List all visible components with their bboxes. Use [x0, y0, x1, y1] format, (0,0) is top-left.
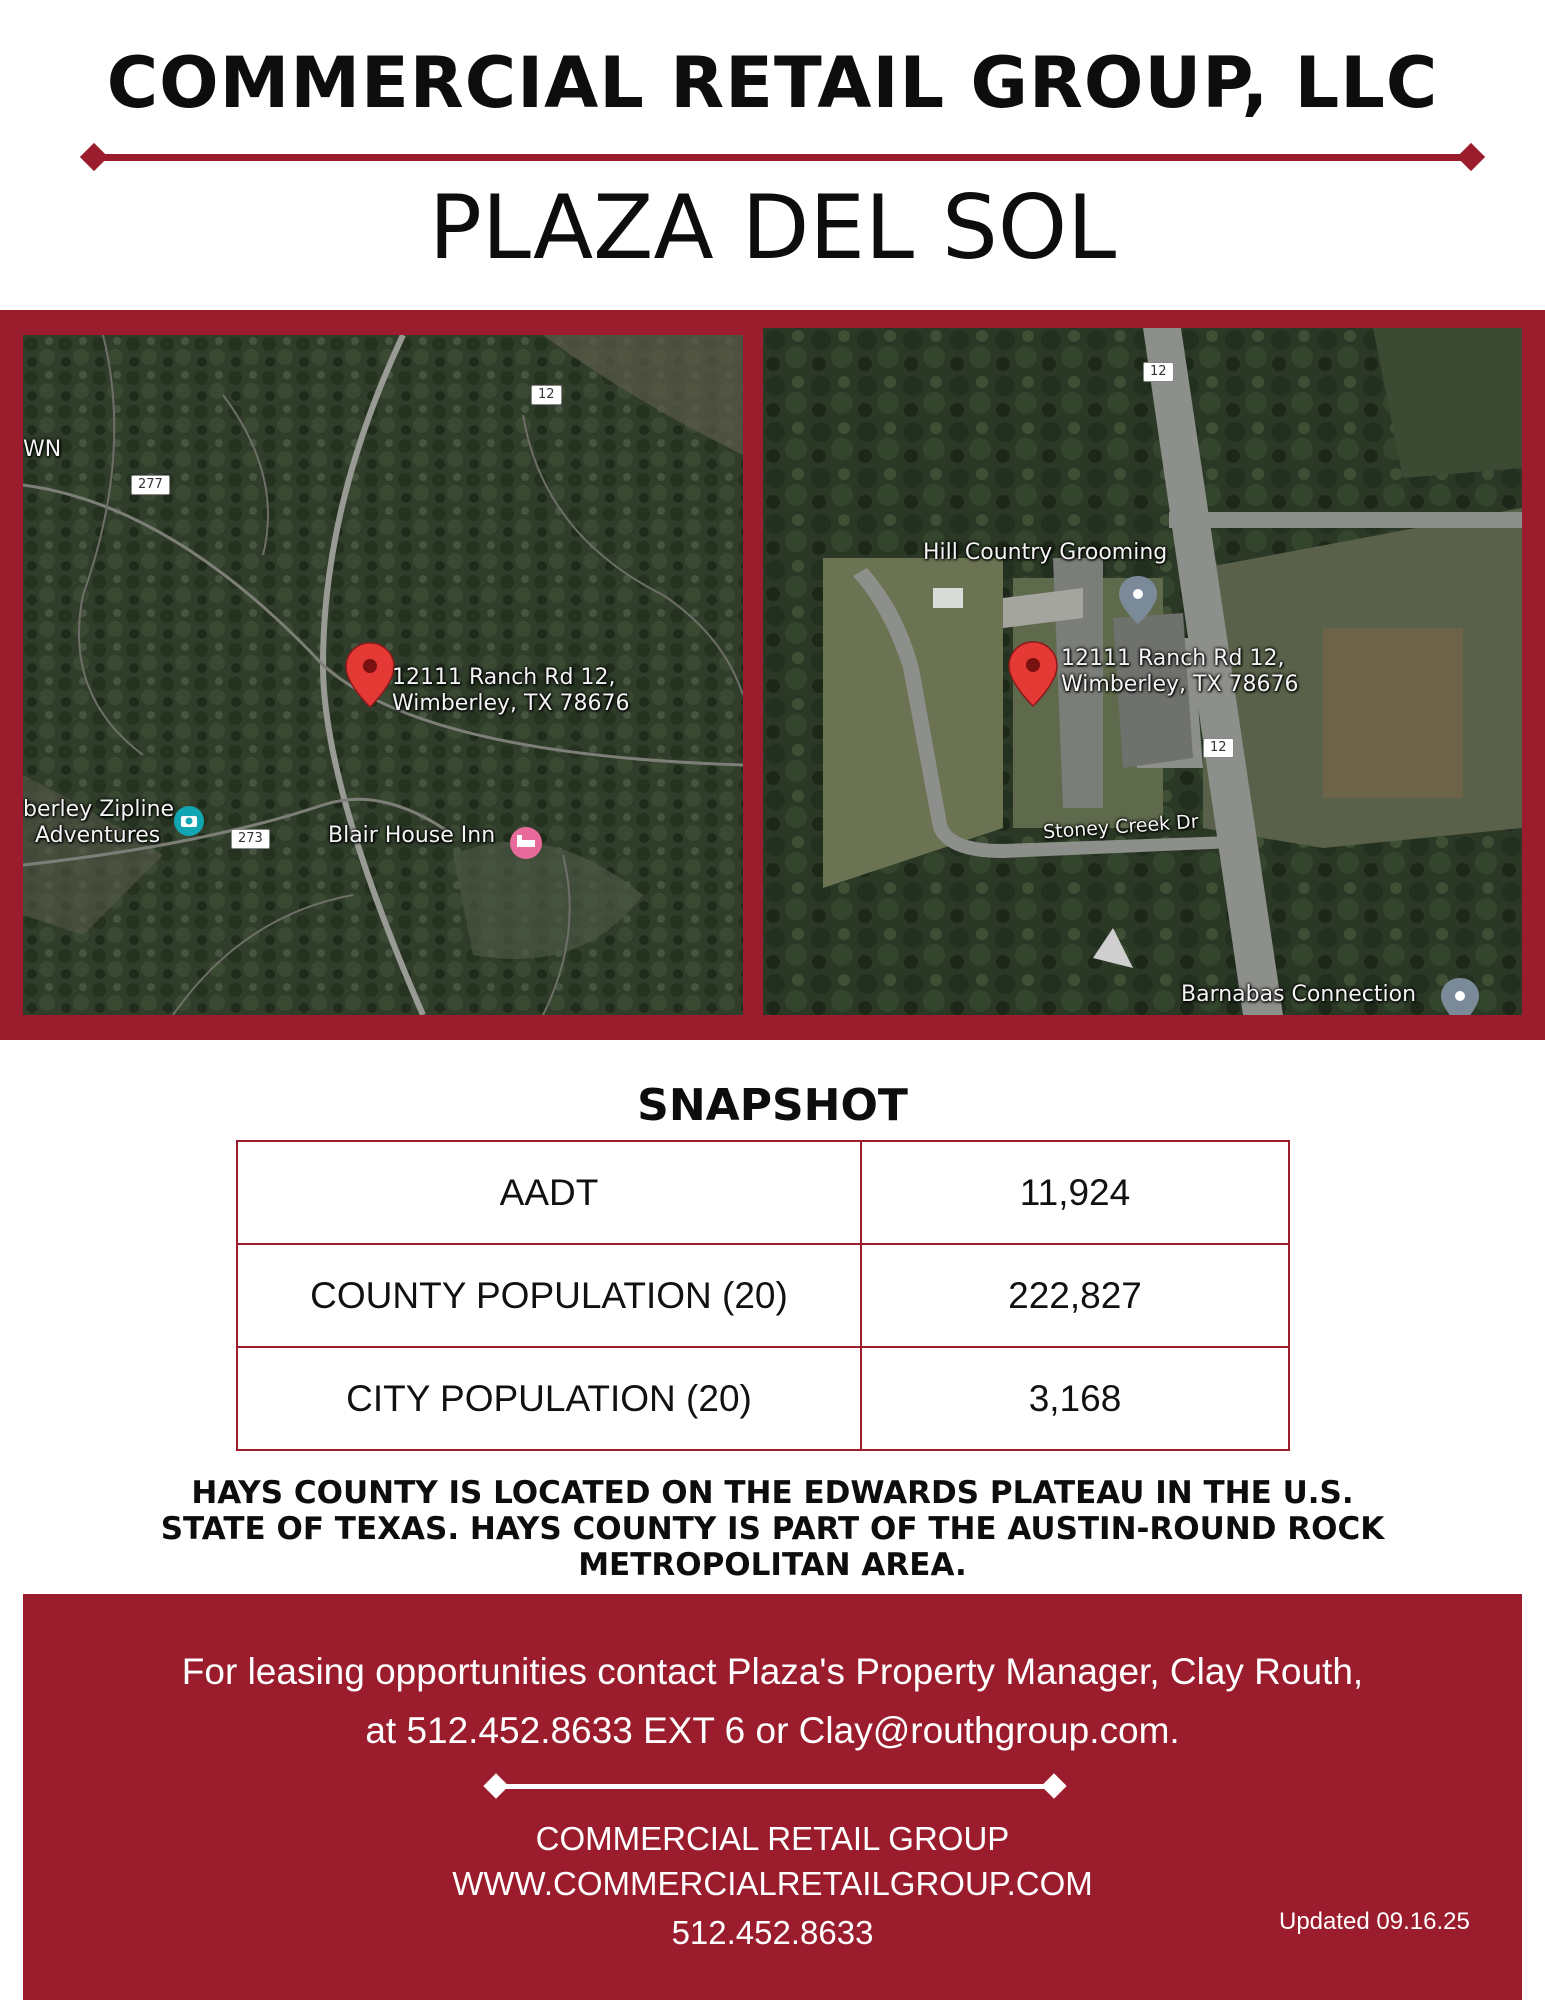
- contact-footer: [23, 1594, 1522, 2000]
- row-label: CITY POPULATION (20): [237, 1347, 861, 1450]
- property-title: PLAZA DEL SOL: [428, 176, 1117, 279]
- leasing-contact: [23, 1642, 1522, 1760]
- town-label: WN: [23, 437, 62, 462]
- leasing-contact-line1: For leasing opportunities contact Plaza's Property Manager, Clay Routh,: [181, 1651, 1364, 1692]
- county-description-line1: HAYS COUNTY IS LOCATED ON THE EDWARDS PLATEAU IN THE U.S.: [191, 1475, 1354, 1511]
- header-rule: [94, 154, 1467, 161]
- zipline-label-line1: berley Zipline: [23, 797, 175, 822]
- leasing-contact-line2: at 512.452.8633 EXT 6 or Clay@routhgroup.com.: [365, 1710, 1180, 1751]
- row-value: 222,827: [861, 1244, 1289, 1347]
- footer-company: COMMERCIAL RETAIL GROUP: [535, 1820, 1010, 1857]
- row-value: 11,924: [861, 1141, 1289, 1244]
- footer-phone: 512.452.8633: [671, 1914, 874, 1951]
- camera-icon: [174, 806, 204, 836]
- map-address-line2: Wimberley, TX 78676: [1061, 672, 1299, 697]
- county-description-line2: STATE OF TEXAS. HAYS COUNTY IS PART OF THE AUSTIN-ROUND ROCK: [160, 1511, 1385, 1547]
- rule-right-diamond: [1457, 143, 1485, 171]
- hotel-icon: [510, 827, 542, 859]
- table-row: [237, 1347, 1289, 1450]
- footer-website[interactable]: WWW.COMMERCIALRETAILGROUP.COM: [452, 1865, 1093, 1902]
- company-title: COMMERCIAL RETAIL GROUP, LLC: [106, 42, 1439, 124]
- area-map-satellite: [23, 335, 743, 1015]
- barnabas-label: Barnabas Connection: [1181, 982, 1417, 1007]
- road-shield-12: 12: [531, 385, 562, 405]
- updated-date: Updated 09.16.25: [1279, 1908, 1470, 1935]
- road-shield-277: 277: [131, 475, 170, 495]
- map-band: [0, 310, 1545, 1040]
- county-description-line3: METROPOLITAN AREA.: [578, 1547, 967, 1583]
- table-row: [237, 1141, 1289, 1244]
- table-row: [237, 1244, 1289, 1347]
- area-map: [23, 335, 743, 1015]
- stoney-creek-label: Stoney Creek Dr: [1042, 810, 1200, 844]
- map-address-line1: 12111 Ranch Rd 12,: [392, 665, 616, 690]
- blair-house-label: Blair House Inn: [328, 823, 496, 848]
- snapshot-title: SNAPSHOT: [637, 1080, 908, 1131]
- map-address-line1: 12111 Ranch Rd 12,: [1061, 646, 1285, 671]
- snapshot-table: [236, 1140, 1290, 1451]
- row-label: COUNTY POPULATION (20): [237, 1244, 861, 1347]
- road-shield-273: 273: [231, 829, 270, 849]
- place-marker-icon: [1441, 978, 1479, 1015]
- county-description: [130, 1475, 1415, 1583]
- row-value: 3,168: [861, 1347, 1289, 1450]
- road-shield-12: 12: [1203, 738, 1234, 758]
- site-map: [763, 328, 1522, 1015]
- road-shield-12: 12: [1143, 362, 1174, 382]
- map-address-line2: Wimberley, TX 78676: [392, 691, 630, 716]
- footer-rule: [497, 1784, 1052, 1789]
- zipline-label-line2: Adventures: [35, 823, 161, 848]
- footer-rule-right-diamond: [1041, 1773, 1066, 1798]
- grooming-label: Hill Country Grooming: [923, 540, 1168, 565]
- row-label: AADT: [237, 1141, 861, 1244]
